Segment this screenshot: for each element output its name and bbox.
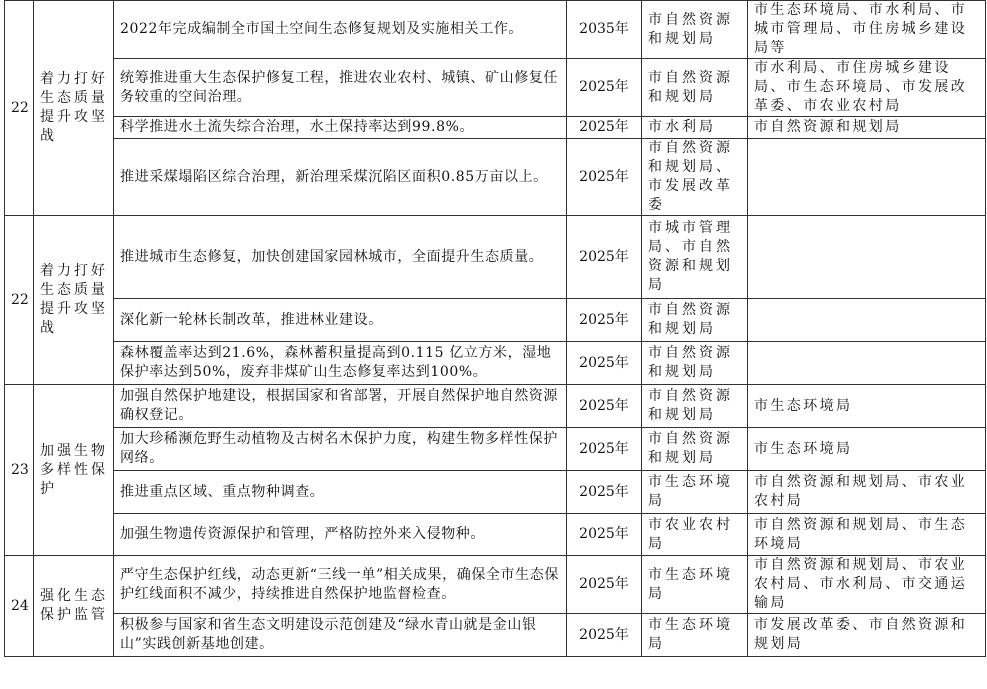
deadline-year: 2035年	[567, 1, 642, 59]
deadline-year: 2025年	[567, 299, 642, 342]
deadline-year: 2025年	[567, 556, 642, 614]
cooperating-departments: 市自然资源和规划局、市生态环境局	[748, 514, 986, 556]
deadline-year: 2025年	[567, 59, 642, 117]
cooperating-departments: 市自然资源和规划局	[748, 117, 986, 139]
deadline-year: 2025年	[567, 614, 642, 657]
task-area: 强化生态保护监管	[34, 556, 114, 657]
task-description: 积极参与国家和省生态文明建设示范创建及“绿水青山就是金山银山”实践创新基地创建。	[114, 614, 567, 657]
lead-department: 市自然资源和规划局、市发展改革委	[642, 139, 748, 216]
deadline-year: 2025年	[567, 139, 642, 216]
item-number: 23	[5, 385, 34, 556]
table-row	[5, 117, 986, 139]
task-description: 加强自然保护地建设，根据国家和省部署，开展自然保护地自然资源确权登记。	[114, 385, 567, 428]
task-area: 加强生物多样性保护	[34, 385, 114, 556]
deadline-year: 2025年	[567, 428, 642, 471]
cooperating-departments	[748, 216, 986, 299]
table-row	[5, 614, 986, 657]
deadline-year: 2025年	[567, 514, 642, 556]
deadline-year: 2025年	[567, 117, 642, 139]
item-number: 22	[5, 216, 34, 385]
lead-department: 市自然资源和规划局	[642, 299, 748, 342]
lead-department: 市水利局	[642, 117, 748, 139]
lead-department: 市自然资源和规划局	[642, 1, 748, 59]
cooperating-departments	[748, 342, 986, 385]
table-row	[5, 139, 986, 216]
item-number: 22	[5, 1, 34, 216]
task-area: 着力打好生态质量提升攻坚战	[34, 216, 114, 385]
task-description: 严守生态保护红线，动态更新“三线一单”相关成果，确保全市生态保护红线面积不减少，持续推进自然保护地监督检查。	[114, 556, 567, 614]
cooperating-departments	[748, 139, 986, 216]
lead-department: 市自然资源和规划局	[642, 342, 748, 385]
table-row	[5, 556, 986, 614]
item-number: 24	[5, 556, 34, 657]
cooperating-departments: 市自然资源和规划局、市农业农村局	[748, 471, 986, 514]
cooperating-departments: 市生态环境局	[748, 385, 986, 428]
lead-department: 市生态环境局	[642, 556, 748, 614]
table-row	[5, 1, 986, 59]
cooperating-departments	[748, 299, 986, 342]
task-description: 2022年完成编制全市国土空间生态修复规划及实施相关工作。	[114, 1, 567, 59]
deadline-year: 2025年	[567, 342, 642, 385]
task-description: 科学推进水土流失综合治理，水土保持率达到99.8%。	[114, 117, 567, 139]
cooperating-departments: 市生态环境局、市水利局、市城市管理局、市住房城乡建设局等	[748, 1, 986, 59]
cooperating-departments: 市生态环境局	[748, 428, 986, 471]
lead-department: 市自然资源和规划局	[642, 428, 748, 471]
deadline-year: 2025年	[567, 471, 642, 514]
task-description: 推进城市生态修复，加快创建国家园林城市，全面提升生态质量。	[114, 216, 567, 299]
lead-department: 市生态环境局	[642, 614, 748, 657]
task-description: 森林覆盖率达到21.6%，森林蓄积量提高到0.115 亿立方米，湿地保护率达到50%，废弃非煤矿山生态修复率达到100%。	[114, 342, 567, 385]
task-description: 加强生物遗传资源保护和管理，严格防控外来入侵物种。	[114, 514, 567, 556]
task-description: 推进采煤塌陷区综合治理，新治理采煤沉陷区面积0.85万亩以上。	[114, 139, 567, 216]
lead-department: 市自然资源和规划局	[642, 385, 748, 428]
task-description: 深化新一轮林长制改革，推进林业建设。	[114, 299, 567, 342]
table-body	[5, 1, 986, 657]
table-row	[5, 514, 986, 556]
table-row	[5, 216, 986, 299]
table-row	[5, 342, 986, 385]
cooperating-departments: 市自然资源和规划局、市农业农村局、市水利局、市交通运输局	[748, 556, 986, 614]
lead-department: 市农业农村局	[642, 514, 748, 556]
table-row	[5, 299, 986, 342]
task-table	[4, 0, 986, 657]
table-row	[5, 59, 986, 117]
cooperating-departments: 市水利局、市住房城乡建设局、市生态环境局、市发展改革委、市农业农村局	[748, 59, 986, 117]
table-row	[5, 428, 986, 471]
table-row	[5, 471, 986, 514]
deadline-year: 2025年	[567, 385, 642, 428]
lead-department: 市城市管理局、市自然资源和规划局	[642, 216, 748, 299]
lead-department: 市自然资源和规划局	[642, 59, 748, 117]
task-description: 推进重点区域、重点物种调查。	[114, 471, 567, 514]
table-row	[5, 385, 986, 428]
lead-department: 市生态环境局	[642, 471, 748, 514]
cooperating-departments: 市发展改革委、市自然资源和规划局	[748, 614, 986, 657]
task-description: 加大珍稀濒危野生动植物及古树名木保护力度，构建生物多样性保护网络。	[114, 428, 567, 471]
deadline-year: 2025年	[567, 216, 642, 299]
task-area: 着力打好生态质量提升攻坚战	[34, 1, 114, 216]
task-description: 统筹推进重大生态保护修复工程，推进农业农村、城镇、矿山修复任务较重的空间治理。	[114, 59, 567, 117]
